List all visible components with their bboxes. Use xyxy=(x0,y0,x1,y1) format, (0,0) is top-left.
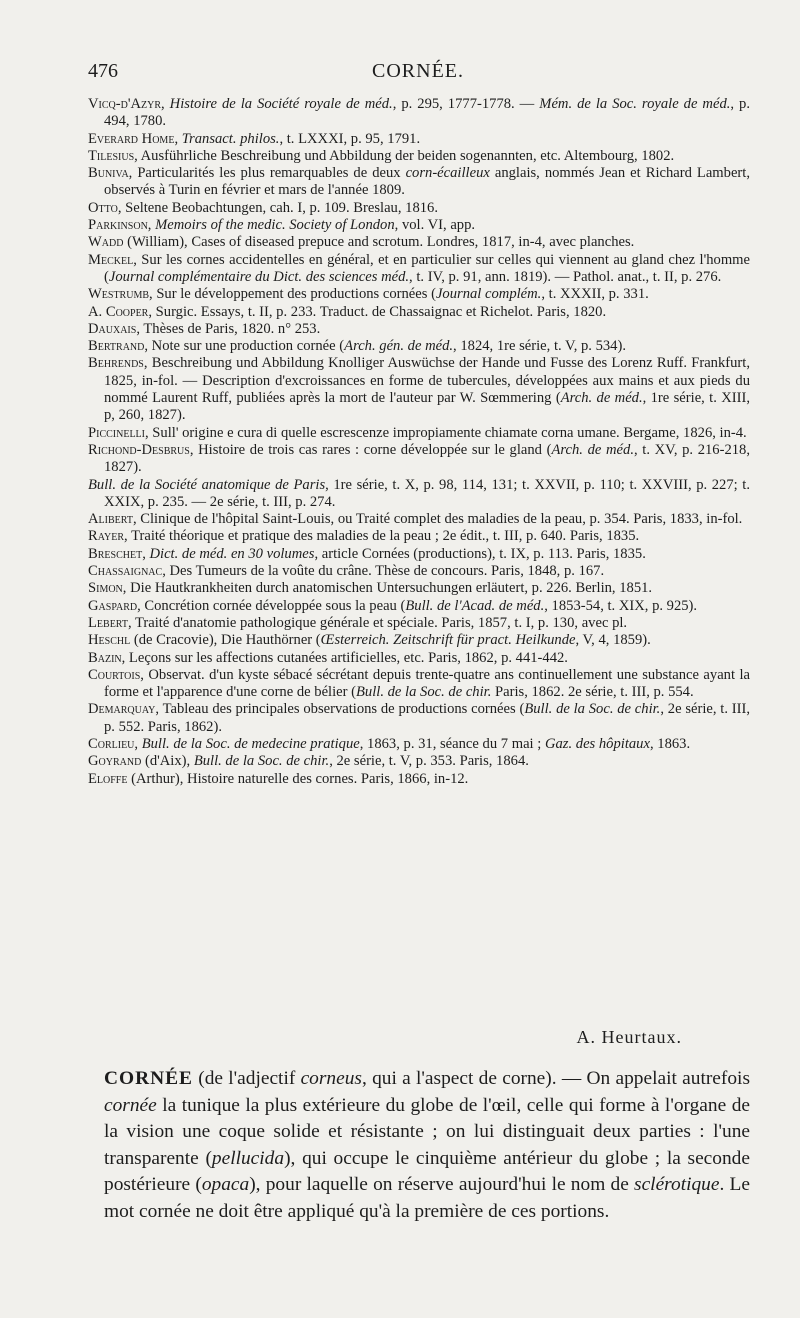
text-run: , Clinique de l'hôpital Saint-Louis, ou Traité complet des maladies de la peau, p. 354. Paris, 1833, in-fol. xyxy=(132,511,743,528)
text-run: , 2e série, t. III, p. 552. Paris, 1862). xyxy=(104,701,750,735)
running-title: CORNÉE. xyxy=(372,60,464,82)
entry-author: Westrumb xyxy=(88,286,150,303)
bibliography-entry xyxy=(88,546,750,563)
text-run: , 1853-54, t. XIX, p. 925). xyxy=(544,597,698,614)
bibliography-entry xyxy=(88,131,750,148)
text-run: , Traité théorique et pratique des maladies de la peau ; 2e édit., t. III, p. 640. Paris, 1835. xyxy=(124,528,640,545)
bibliography-entry xyxy=(88,753,750,770)
article-body xyxy=(104,1068,750,1222)
text-run: , Sur les cornes accidentelles en général, et en particulier sur celles qui viennent au gland chez l'homme ( xyxy=(104,251,750,285)
entry-author: Otto xyxy=(88,199,118,216)
italic-run: Bull. de la Soc. de chir. xyxy=(193,753,330,770)
italic-run: opaca xyxy=(201,1174,250,1196)
text-run: (de l'adjectif xyxy=(192,1068,301,1089)
text-run: , Sur le développement des productions cornées ( xyxy=(149,286,436,303)
bibliography-entry xyxy=(88,321,750,338)
text-run: , Note sur une production cornée ( xyxy=(144,338,345,355)
entry-author: Behrends xyxy=(88,355,144,372)
text-run: , Seltene Beobachtungen, cah. I, p. 109. Breslau, 1816. xyxy=(117,199,438,216)
text-run: , vol. VI, app. xyxy=(394,217,476,234)
text-run: , Particularités les plus remarquables de deux xyxy=(128,165,406,182)
text-run: (William), Cases of diseased prepuce and scrotum. Londres, 1817, in-4, avec planches. xyxy=(123,234,635,251)
text-run: , Observat. d'un kyste sébacé sécrétant depuis trente-quatre ans continuellement une substance ayant la forme et l'apparence d'une corne de bélier ( xyxy=(104,666,750,701)
bibliography-entry xyxy=(88,425,750,442)
entry-author: Meckel xyxy=(88,251,134,268)
bibliography-entry xyxy=(88,580,750,597)
italic-run: Gaz. des hôpitaux xyxy=(544,735,650,752)
text-run: , Histoire de trois cas rares : corne développée sur le gland ( xyxy=(189,441,552,458)
entry-author: Demarquay xyxy=(88,701,156,718)
entry-author: Gaspard xyxy=(88,597,138,614)
entry-author: Courtois xyxy=(88,666,141,683)
entry-author: Breschet xyxy=(88,545,143,562)
italic-run: Journal complémentaire du Dict. des sciences méd. xyxy=(108,268,410,285)
text-run: , Sull' origine e cura di quelle escrescenze impropiamente chiamate corna umane. Bergame, 1826, in-4. xyxy=(145,424,747,441)
italic-run: Arch. de méd. xyxy=(551,441,634,458)
entry-author: Eloffe xyxy=(88,770,128,787)
italic-run: pellucida xyxy=(211,1147,285,1169)
entry-author: Bazin xyxy=(88,649,122,666)
bibliography-entry xyxy=(88,442,750,477)
bibliography-entry xyxy=(88,217,750,234)
entry-author: Bertrand xyxy=(88,338,145,355)
bibliography-entry xyxy=(88,338,750,355)
text-run: , t. LXXXI, p. 95, 1791. xyxy=(279,130,421,147)
text-run: , t. IV, p. 91, ann. 1819). — Pathol. anat., t. II, p. 276. xyxy=(409,268,722,285)
article-cornee xyxy=(104,1066,750,1226)
text-run: ), qui occupe le cinquième antérieur du globe ; la seconde postérieure ( xyxy=(104,1147,750,1196)
italic-run: corneus xyxy=(300,1068,362,1089)
bibliography-entry xyxy=(88,667,750,702)
text-run: anglais, nommés Jean et Richard Lambert, observés à Turin en février et mars de l'année 1809. xyxy=(104,165,750,199)
entry-author: Everard Home xyxy=(88,130,175,147)
bibliography-entry xyxy=(88,96,750,131)
italic-run: Bull. de la Soc. de chir. xyxy=(356,684,492,701)
italic-run: Bull. de l'Acad. de méd. xyxy=(405,597,545,614)
entry-author: Parkinson xyxy=(88,217,148,234)
text-run: , xyxy=(134,735,142,752)
italic-run: Histoire de la Société royale de méd. xyxy=(169,96,393,112)
text-run: Paris, 1862. 2e série, t. III, p. 554. xyxy=(491,684,694,701)
text-run: , article Cornées (productions), t. IX, p. 113. Paris, 1835. xyxy=(314,545,646,562)
bibliography-entry xyxy=(88,736,750,753)
text-run: , Tableau des principales observations de productions cornées ( xyxy=(155,701,525,718)
italic-run: Bull. de la Soc. de medecine pratique xyxy=(141,735,360,752)
italic-run: Dict. de méd. en 30 volumes xyxy=(149,545,315,562)
bibliography-entry xyxy=(88,650,750,667)
entry-author: A. Cooper xyxy=(88,303,149,320)
text-run: . Le mot cornée ne doit être appliqué qu'à la première de ces portions. xyxy=(104,1174,750,1222)
italic-run: Memoirs of the medic. Society of London xyxy=(155,217,395,234)
bibliography-entry xyxy=(88,477,750,512)
text-run: (Arthur), Histoire naturelle des cornes. Paris, 1866, in-12. xyxy=(127,770,469,787)
text-run: , xyxy=(161,96,170,112)
italic-run: Bull. de la Société anatomique de Paris xyxy=(88,476,326,493)
bibliography-entry xyxy=(88,615,750,632)
bibliography-entry xyxy=(88,528,750,545)
italic-run: Œsterreich. Zeitschrift für pract. Heilkunde xyxy=(320,632,576,649)
text-run: , Die Hautkrankheiten durch anatomischen Untersuchungen erläutert, p. 226. Berlin, 1851. xyxy=(122,580,653,597)
entry-author: Richond-Desbrus xyxy=(88,441,190,458)
text-run: , Traité d'anatomie pathologique générale et spéciale. Paris, 1857, t. I, p. 130, avec pl. xyxy=(127,614,628,631)
text-run: , 1re série, t. X, p. 98, 114, 131; t. XXVII, p. 110; t. XXVIII, p. 227; t. XXIX, p. 235. — 2e série, t. III, p. 274. xyxy=(104,476,751,510)
bibliography-entry xyxy=(88,200,750,217)
bibliography-entry xyxy=(88,165,750,200)
entry-author: Heschl xyxy=(88,632,131,649)
text-run: , V, 4, 1859). xyxy=(575,632,651,649)
entry-author: Rayer xyxy=(88,528,125,545)
italic-run: Bull. de la Soc. de chir. xyxy=(524,701,661,718)
text-run: , Leçons sur les affections cutanées artificielles, etc. Paris, 1862, p. 441-442. xyxy=(121,649,568,666)
bibliography-entry xyxy=(88,598,750,615)
bibliography-entry xyxy=(88,234,750,251)
bibliography-entry xyxy=(88,511,750,528)
text-run: , p. 295, 1777-1778. — xyxy=(392,96,540,112)
text-run: , 1863. xyxy=(649,735,691,752)
italic-run: Transact. philos. xyxy=(181,130,280,147)
italic-run: sclérotique xyxy=(634,1174,720,1196)
bibliography-entry xyxy=(88,304,750,321)
entry-author: Simon xyxy=(88,580,123,597)
bibliography xyxy=(88,96,750,788)
text-run: , p. 494, 1780. xyxy=(104,96,750,130)
text-run: , 1863, p. 31, séance du 7 mai ; xyxy=(359,735,545,752)
italic-run: Journal complém. xyxy=(435,286,542,303)
entry-author: Piccinelli xyxy=(88,424,145,441)
bibliography-entry xyxy=(88,771,750,788)
text-run: , t. XV, p. 216-218, 1827). xyxy=(104,441,750,476)
text-run: ), pour laquelle on réserve aujourd'hui le nom de xyxy=(249,1174,635,1196)
bibliography-entry xyxy=(88,355,750,424)
text-run: , 1824, 1re série, t. V, p. 534). xyxy=(453,338,626,355)
text-run: (d'Aix), xyxy=(141,753,194,770)
text-run: , t. XXXII, p. 331. xyxy=(541,286,649,303)
text-run: , Surgic. Essays, t. II, p. 233. Traduct. de Chassaignac et Richelot. Paris, 1820. xyxy=(148,303,607,320)
italic-run: cornée xyxy=(104,1094,157,1116)
text-run: , xyxy=(174,130,182,147)
italic-run: corn-écailleux xyxy=(405,165,490,182)
entry-author: Lebert xyxy=(88,614,128,631)
article-headword: CORNÉE xyxy=(104,1068,193,1089)
text-run: , 2e série, t. V, p. 353. Paris, 1864. xyxy=(329,753,529,770)
bibliography-entry xyxy=(88,148,750,165)
italic-run: Arch. gén. de méd. xyxy=(344,338,454,355)
text-run: (de Cracovie), Die Hauthörner ( xyxy=(130,632,321,649)
text-run: , Concrétion cornée développée sous la peau ( xyxy=(137,597,406,614)
text-run: , 1re série, t. XIII, p, 260, 1827). xyxy=(104,390,751,424)
entry-author: Chassaignac xyxy=(88,563,163,580)
bibliography-entry xyxy=(88,632,750,649)
bibliography-entry xyxy=(88,701,750,736)
text-run: , Thèses de Paris, 1820. n° 253. xyxy=(136,320,321,337)
page-header xyxy=(88,60,748,88)
page-number: 476 xyxy=(88,60,118,82)
bibliography-entry xyxy=(88,286,750,303)
text-run: , xyxy=(147,217,156,234)
entry-author: Buniva xyxy=(88,165,129,182)
entry-author: Tilesius xyxy=(88,147,135,164)
italic-run: Arch. de méd. xyxy=(560,390,643,407)
bibliography-entry xyxy=(88,252,750,287)
text-run: , qui a l'aspect de corne). — On appelait autrefois xyxy=(361,1068,750,1089)
text-run: la tunique la plus extérieure du globe de l'œil, celle qui forme à l'organe de la vision une coque solide et résistante ; on lui distinguait deux parties : l'une transparente ( xyxy=(104,1094,750,1169)
text-run: , Beschreibung und Abbildung Knolliger Auswüchse der Hande und Fusse des Lorenz Ruff. Frankfurt, 1825, in-fol. — Description d'excroissances en forme de tubercules, développées aux mains et aux pieds du nommé Laurent Ruff, publiées après la mort de l'auteur par W. Sœmmering ( xyxy=(104,355,750,407)
entry-author: Alibert xyxy=(88,511,133,528)
text-run: , Ausführliche Beschreibung und Abbildung der beiden sogenannten, etc. Altembourg, 1802. xyxy=(134,147,675,164)
bibliography-entry xyxy=(88,563,750,580)
entry-author: Wadd xyxy=(88,234,124,251)
text-run: , Des Tumeurs de la voûte du crâne. Thèse de concours. Paris, 1848, p. 167. xyxy=(162,563,605,580)
italic-run: Mém. de la Soc. royale de méd. xyxy=(539,96,731,112)
entry-author: Goyrand xyxy=(88,753,142,770)
entry-author: Vicq-d'Azyr xyxy=(88,96,162,112)
entry-author: Corlieu xyxy=(88,735,135,752)
entry-author: Dauxais xyxy=(88,320,137,337)
text-run: , xyxy=(142,545,150,562)
author-signature: A. Heurtaux. xyxy=(576,1027,682,1047)
